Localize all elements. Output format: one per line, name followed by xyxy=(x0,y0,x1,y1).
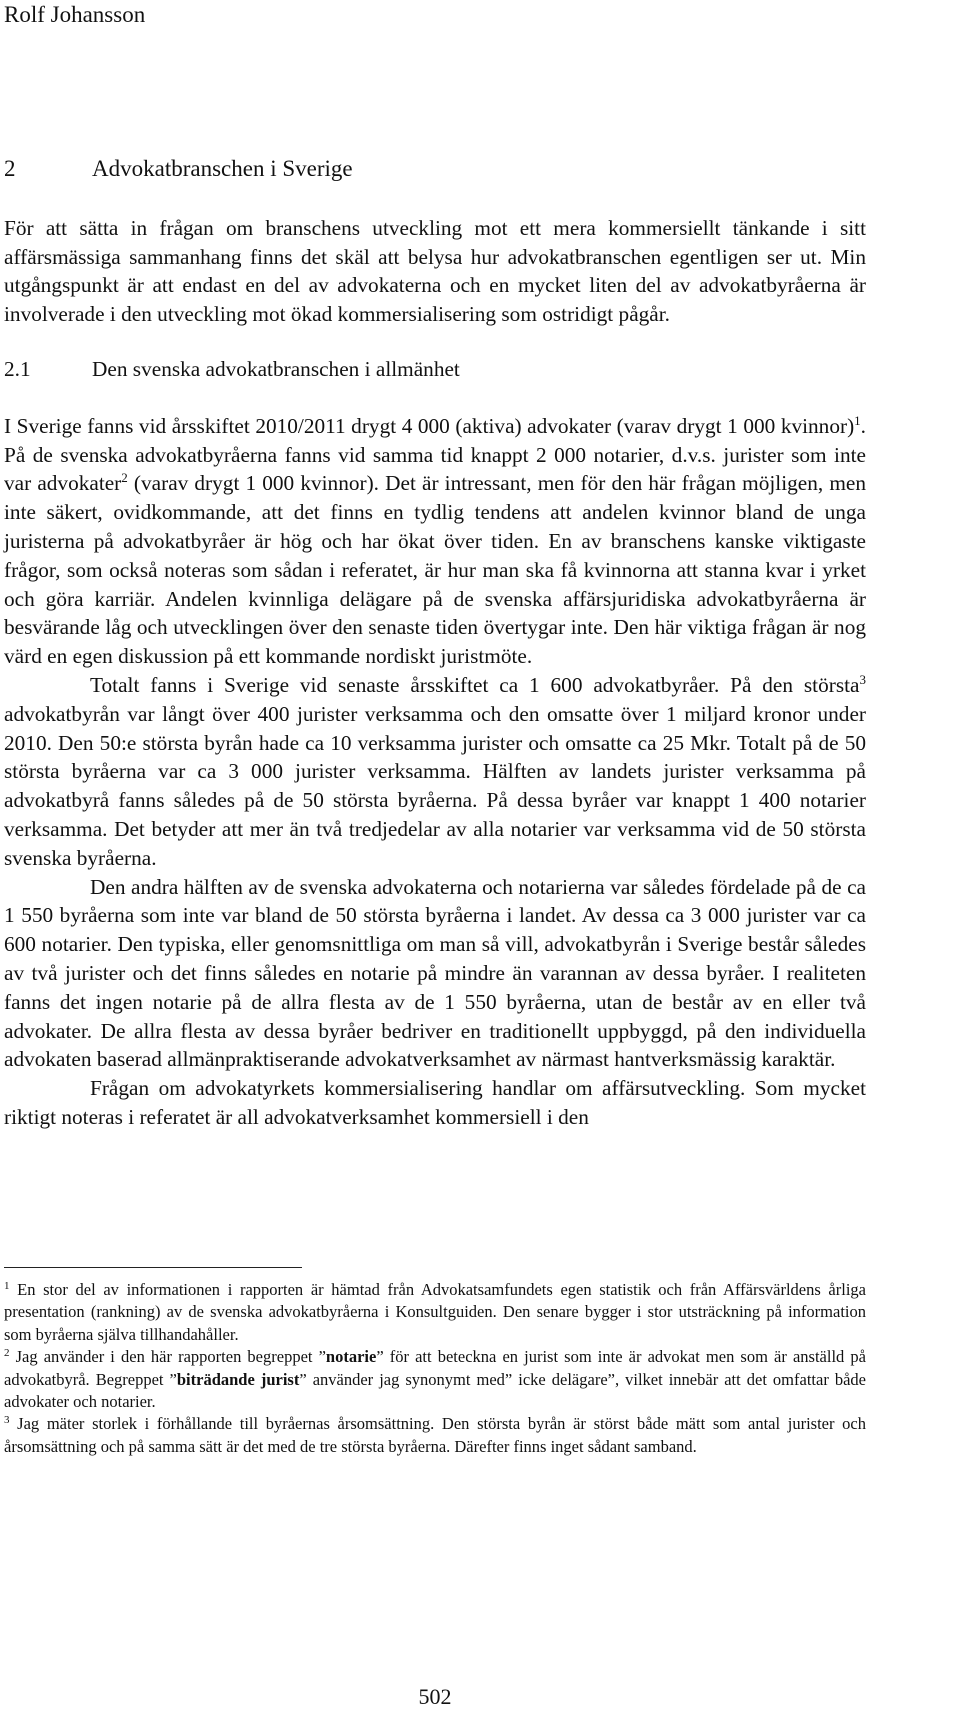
footnote-3 xyxy=(4,1413,866,1458)
paragraph-1-part-b: . På de svenska advokatbyråerna fanns vid samma tid knappt 2 000 notarier, d.v.s. jurister som inte var advokater xyxy=(4,413,866,496)
paragraph-1 xyxy=(4,412,866,671)
footnote-2-mark: 2 xyxy=(4,1347,10,1360)
footnote-2-term-notarie: notarie xyxy=(325,1347,377,1367)
footnote-1-text: En stor del av informationen i rapporten är hämtad från Advokatsamfundets egen statistik och från Affärsvärldens årliga presentation (rankning) av de svenska advokatbyråerna i Konsultguiden. Den senare bygger i stor utsträckning på information som byråerna själva tillhandahåller. xyxy=(4,1280,866,1344)
footnotes xyxy=(4,1279,866,1458)
footnote-separator xyxy=(4,1267,302,1268)
paragraph-4: Frågan om advokatyrkets kommersialisering handlar om affärsutveckling. Som mycket riktigt noteras i referatet är all advokatverksamhet kommersiell i den xyxy=(4,1076,866,1129)
subsection-number: 2.1 xyxy=(4,356,31,381)
footnote-ref-1: 1 xyxy=(854,412,861,428)
subsection-title: Den svenska advokatbranschen i allmänhet xyxy=(92,356,460,381)
paragraph-2 xyxy=(4,671,866,873)
paragraph-2-part-a: Totalt fanns i Sverige vid senaste årsskiftet ca 1 600 advokatbyråer. På den största xyxy=(90,672,860,697)
paragraph-2-part-b: advokatbyrån var långt över 400 jurister verksamma och den omsatte över 1 miljard kronor under 2010. Den 50:e största byrån hade ca 10 verksamma jurister och omsatte ca 25 Mkr. Totalt på de 50 största byråerna var ca 3 000 jurister verksamma. Hälften av landets jurister verksamma på advokatbyrå fanns således på de 50 största byråerna. På dessa byråer var knappt 1 400 notarier verksamma. Det betyder att mer än två tredjedelar av alla notarier var verksamma vid de 50 största svenska byråerna. xyxy=(4,701,866,870)
running-head: Rolf Johansson xyxy=(4,2,146,27)
footnote-3-mark: 3 xyxy=(4,1414,10,1427)
footnote-2-part-a: Jag använder i den här rapporten begreppet ” xyxy=(9,1347,326,1367)
page-body xyxy=(4,155,866,1132)
section-intro-paragraph: För att sätta in frågan om branschens utveckling mot ett mera kommersiellt tänkande i sitt affärsmässiga sammanhang finns det skäl att belysa hur advokatbranschen egentligen ser ut. Min utgångspunkt är att endast en del av advokaterna och en mycket liten del av advokatbyråerna är involverade i den utveckling mot ökad kommersialisering som ostridigt pågår. xyxy=(4,215,866,327)
footnote-2-part-c: ” använder jag synonymt med” icke delägare”, vilket innebär att det omfattar både advokater och notarier. xyxy=(4,1369,867,1412)
footnote-1 xyxy=(4,1279,866,1346)
footnote-2-term-bitradande-jurist: biträdande jurist xyxy=(176,1369,300,1389)
footnote-3-text: Jag mäter storlek i förhållande till byråernas årsomsättning. Den största byrån är störst både mätt som antal jurister och årsomsättning och på samma sätt är det med de tre största byråerna. Därefter finns inget sådant samband. xyxy=(4,1414,866,1456)
paragraph-1-part-c: (varav drygt 1 000 kvinnor). Det är intressant, men för den här frågan möjligen, men inte säkert, ovidkommande, att det finns en tydlig tendens att andelen kvinnor bland de unga juristerna på advokatbyråer är hög och har ökat över tiden. En av branschens kanske viktigaste frågor, som också noteras som sådan i referatet, är hur man ska få kvinnorna att stanna kvar i yrket och göra karriär. Andelen kvinnliga delägare på de svenska affärsjuridiska advokatbyråerna är besvärande låg och utvecklingen över den senaste tiden övertygar inte. Den här viktiga frågan är nog värd en egen diskussion på ett kommande nordiskt juristmöte. xyxy=(4,471,866,669)
section-heading xyxy=(4,155,866,184)
footnote-ref-3: 3 xyxy=(859,671,866,687)
footnote-2 xyxy=(4,1346,866,1413)
paragraph-3: Den andra hälften av de svenska advokaterna och notarierna var således fördelade på de ca 1 550 byråerna som inte var bland de 50 största byråerna i landet. Av dessa ca 3 000 jurister var ca 600 notarier. Den typiska, eller genomsnittliga om man så vill, advokatbyrån i Sverige består således av två jurister och det finns således en notarie på mindre än varannan av dessa byråer. I realiteten fanns det ingen notarie på de allra flesta av de 1 550 byråerna, utan de består av en eller två advokater. De allra flesta av dessa byråer bedriver en traditionellt uppbyggd, på den individuella advokaten baserad allmänpraktiserande advokatverksamhet av närmast hantverksmässig karaktär. xyxy=(4,874,866,1072)
footnote-ref-2: 2 xyxy=(121,470,128,486)
section-number: 2 xyxy=(4,156,16,181)
footnote-2-part-b: ” för att beteckna en jurist som inte är advokat men som är anställd på advokatbyrå. Begreppet ” xyxy=(4,1347,866,1389)
subsection-heading xyxy=(4,355,866,384)
section-title: Advokatbranschen i Sverige xyxy=(92,156,353,181)
footnote-1-mark: 1 xyxy=(4,1280,10,1292)
page-number: 502 xyxy=(418,1684,452,1709)
paragraph-1-part-a: I Sverige fanns vid årsskiftet 2010/2011 drygt 4 000 (aktiva) advokater (varav drygt 1 000 kvinnor) xyxy=(4,413,855,438)
